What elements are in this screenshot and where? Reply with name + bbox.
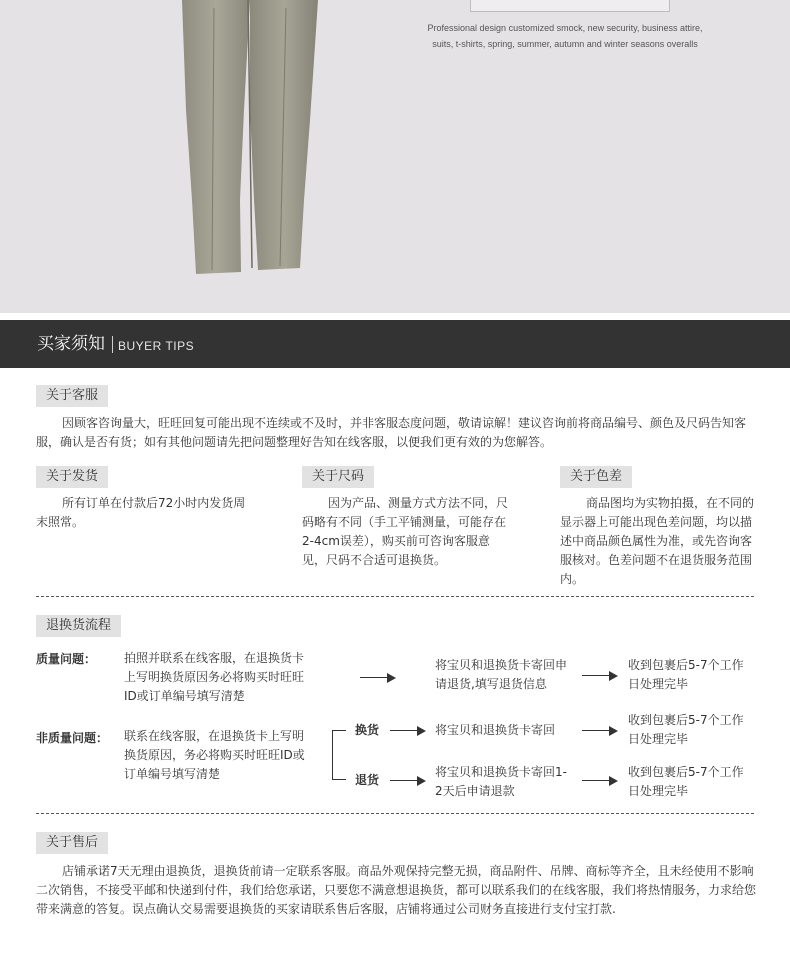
divider-1 (36, 596, 754, 597)
header-title-cn: 买家须知 (37, 334, 105, 354)
color-tag: 关于色差 (560, 466, 632, 488)
refund-arrow-2 (582, 776, 618, 786)
flow-bracket (332, 730, 346, 780)
refund-label: 退货 (355, 773, 380, 787)
shipping-text: 所有订单在付款后72小时内发货周末照常。 (36, 496, 246, 529)
hero-caption: Professional design customized smock, new security, business attire, suits, t-shirts, spring, summer, autumn and winter seasons overalls (427, 23, 703, 49)
header-title-en: BUYER TIPS (118, 339, 195, 353)
caption-card (470, 0, 670, 12)
sizing-tag: 关于尺码 (302, 466, 374, 488)
shipping-tag: 关于发货 (36, 466, 108, 488)
color-text: 商品图均为实物拍摄，在不同的显示器上可能出现色差问题，均以描述中商品颜色属性为准，或先咨询客服核对。色差问题不在退货服务范围内。 (560, 496, 755, 586)
exchange-arrow-1 (390, 726, 426, 736)
returns-tag: 退换货流程 (36, 615, 121, 637)
quality-step: 将宝贝和退换货卡寄回申请退货,填写退货信息 (435, 658, 568, 691)
refund-arrow-1 (390, 776, 426, 786)
exchange-arrow-2 (582, 726, 618, 736)
exchange-step: 将宝贝和退换货卡寄回 (435, 723, 556, 737)
service-tag: 关于客服 (36, 385, 108, 407)
divider-2 (36, 813, 754, 814)
aftersale-tag: 关于售后 (36, 832, 108, 854)
quality-result: 收到包裹后5-7个工作日处理完毕 (628, 658, 744, 691)
exchange-result: 收到包裹后5-7个工作日处理完毕 (628, 713, 744, 746)
header-divider (112, 336, 113, 353)
quality-arrow-2 (582, 671, 618, 681)
sizing-text: 因为产品、测量方式方法不同，尺码略有不同（手工平铺测量，可能存在2-4cm误差），购买前可咨询客服意见，尺码不合适可退换货。 (302, 496, 509, 567)
aftersale-text: 店铺承诺7天无理由退换货，退换货前请一定联系客服。商品外观保持完整无损，商品附件、吊牌、商标等齐全，且未经使用不影响二次销售，不接受平邮和快递到付件，我们给您承诺，只要您不满意想退换货，都可以联系我们的在线客服，我们将热情服务，力求给您带来满意的答复。误点确认交易需要退换货的买家请联系售后客服，店铺将通过公司财务直接进行支付宝打款. (36, 864, 757, 916)
refund-step: 将宝贝和退换货卡寄回1-2天后申请退款 (435, 765, 567, 798)
service-text: 因顾客咨询量大，旺旺回复可能出现不连续或不及时，并非客服态度问题，敬请谅解！建议咨询前将商品编号、颜色及尺码告知客服，确认是否有货；如有其他问题请先把问题整理好告知在线客服，以便我们更有效的为您解答。 (36, 416, 747, 449)
quality-desc: 拍照并联系在线客服，在退换货卡上写明换货原因务必将购买时旺旺ID或订单编号填写清楚 (124, 651, 305, 703)
buyer-tips-header (0, 320, 790, 368)
non-quality-label: 非质量问题： (36, 731, 109, 745)
refund-result: 收到包裹后5-7个工作日处理完毕 (628, 765, 744, 798)
quality-label: 质量问题： (36, 652, 97, 666)
exchange-label: 换货 (355, 723, 380, 737)
product-hero (0, 0, 790, 313)
non-quality-desc: 联系在线客服，在退换货卡上写明换货原因，务必将购买时旺旺ID或订单编号填写清楚 (124, 729, 305, 781)
quality-arrow-1 (360, 673, 396, 683)
